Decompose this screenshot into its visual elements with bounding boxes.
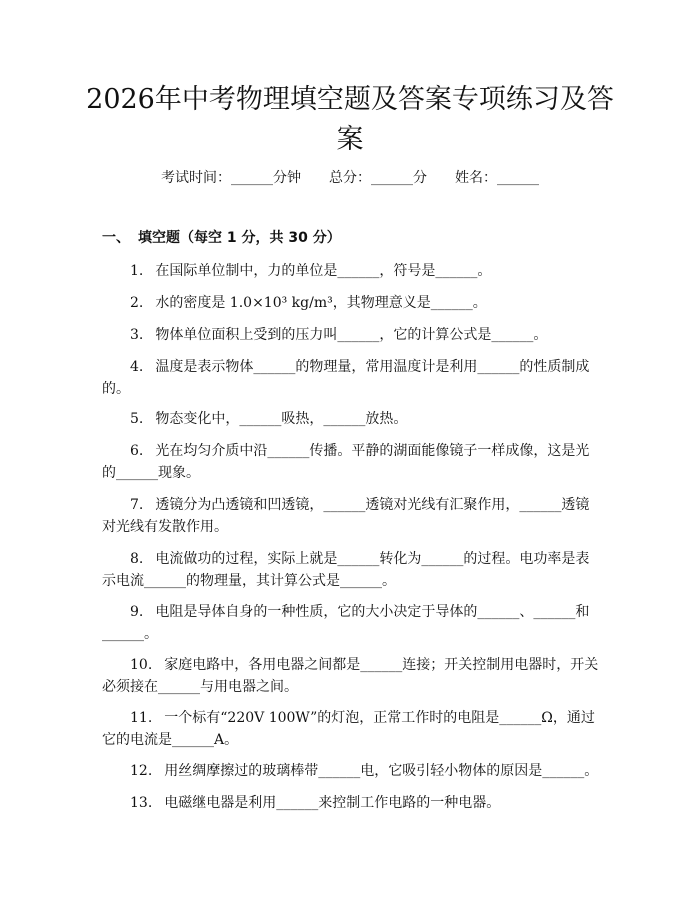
question-number: 13. (130, 795, 153, 811)
question-item (102, 494, 602, 538)
total-score: 总分：______分 (329, 170, 427, 186)
question-text: 用丝绸摩擦过的玻璃棒带______电，它吸引轻小物体的原因是______。 (164, 763, 599, 779)
question-item (102, 707, 602, 751)
question-text: 电阻是导体自身的一种性质，它的大小决定于导体的______、______和______。 (102, 604, 590, 642)
student-name: 姓名：______ (455, 170, 539, 186)
question-item (102, 408, 602, 430)
question-item (102, 654, 602, 698)
question-text: 电磁继电器是利用______来控制工作电路的一种电器。 (164, 795, 501, 811)
question-item (102, 260, 602, 282)
section-number: 一、 (102, 230, 130, 246)
question-number: 4. (130, 359, 144, 375)
question-item (102, 292, 602, 314)
question-number: 8. (130, 551, 144, 567)
section-title: 填空题（每空 1 分，共 30 分） (138, 230, 341, 246)
exam-meta (0, 168, 700, 188)
question-number: 1. (130, 263, 144, 279)
question-item (102, 440, 602, 484)
question-text: 一个标有“220V 100W”的灯泡，正常工作时的电阻是______Ω，通过它的电流是______A。 (102, 710, 595, 748)
question-number: 3. (130, 327, 144, 343)
question-number: 7. (130, 497, 144, 513)
question-number: 11. (130, 710, 153, 726)
question-item (102, 548, 602, 592)
section-heading (102, 227, 341, 249)
question-number: 12. (130, 763, 153, 779)
question-item (102, 324, 602, 346)
question-text: 温度是表示物体______的物理量，常用温度计是利用______的性质制成的。 (102, 359, 590, 397)
page-title: 2026年中考物理填空题及答案专项练习及答案 (86, 84, 614, 155)
question-number: 2. (130, 295, 144, 311)
question-item (102, 760, 602, 782)
question-item (102, 792, 602, 814)
question-item (102, 601, 602, 645)
question-number: 9. (130, 604, 144, 620)
question-text: 物态变化中，______吸热，______放热。 (155, 411, 408, 427)
question-number: 5. (130, 411, 144, 427)
question-number: 10. (130, 657, 153, 673)
question-text: 水的密度是 1.0×10³ kg/m³，其物理意义是______。 (155, 295, 487, 311)
question-text: 家庭电路中，各用电器之间都是______连接；开关控制用电器时，开关必须接在______与用电器之间。 (102, 657, 599, 695)
question-text: 光在均匀介质中沿______传播。平静的湖面能像镜子一样成像，这是光的______现象。 (102, 443, 590, 481)
question-text: 电流做功的过程，实际上就是______转化为______的过程。电功率是表示电流______的物理量，其计算公式是______。 (102, 551, 590, 589)
question-text: 透镜分为凸透镜和凹透镜，______透镜对光线有汇聚作用，______透镜对光线有发散作用。 (102, 497, 590, 535)
question-number: 6. (130, 443, 144, 459)
exam-time: 考试时间：______分钟 (161, 170, 301, 186)
question-text: 物体单位面积上受到的压力叫______，它的计算公式是______。 (155, 327, 548, 343)
question-text: 在国际单位制中，力的单位是______，符号是______。 (155, 263, 492, 279)
question-item (102, 356, 602, 400)
